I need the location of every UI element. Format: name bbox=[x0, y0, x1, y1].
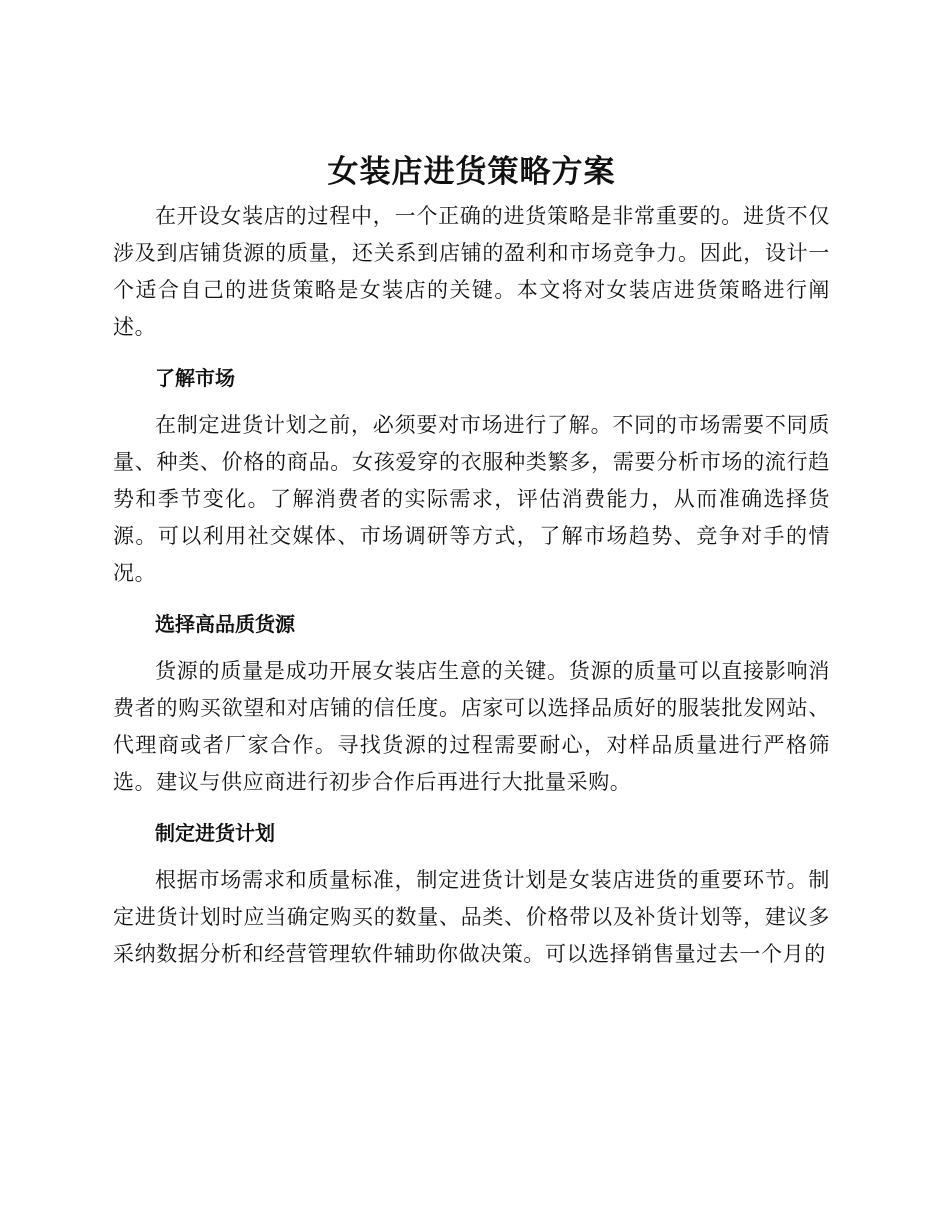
document-page bbox=[113, 150, 830, 973]
document-title: 女装店进货策略方案 bbox=[327, 154, 616, 190]
section-heading-purchase-plan: 制定进货计划 bbox=[155, 821, 275, 845]
intro-paragraph: 在开设女装店的过程中，一个正确的进货策略是非常重要的。进货不仅涉及到店铺货源的质量，还关系到店铺的盈利和市场竞争力。因此，设计一个适合自己的进货策略是女装店的关键。本文将对女装店进货策略进行阐述。 bbox=[113, 204, 830, 339]
section-heading-market: 了解市场 bbox=[155, 366, 235, 390]
section-heading-quality-sources: 选择高品质货源 bbox=[155, 612, 295, 636]
section-body-quality-sources: 货源的质量是成功开展女装店生意的关键。货源的质量可以直接影响消费者的购买欲望和对店铺的信任度。店家可以选择品质好的服装批发网站、代理商或者厂家合作。寻找货源的过程需要耐心，对样品质量进行严格筛选。建议与供应商进行初步合作后再进行大批量采购。 bbox=[113, 659, 830, 794]
section-body-market: 在制定进货计划之前，必须要对市场进行了解。不同的市场需要不同质量、种类、价格的商品。女孩爱穿的衣服种类繁多，需要分析市场的流行趋势和季节变化。了解消费者的实际需求，评估消费能力，从而准确选择货源。可以利用社交媒体、市场调研等方式，了解市场趋势、竞争对手的情况。 bbox=[113, 413, 830, 585]
section-body-purchase-plan: 根据市场需求和质量标准，制定进货计划是女装店进货的重要环节。制定进货计划时应当确定购买的数量、品类、价格带以及补货计划等，建议多采纳数据分析和经营管理软件辅助你做决策。可以选择销售量过去一个月的 bbox=[113, 868, 830, 966]
